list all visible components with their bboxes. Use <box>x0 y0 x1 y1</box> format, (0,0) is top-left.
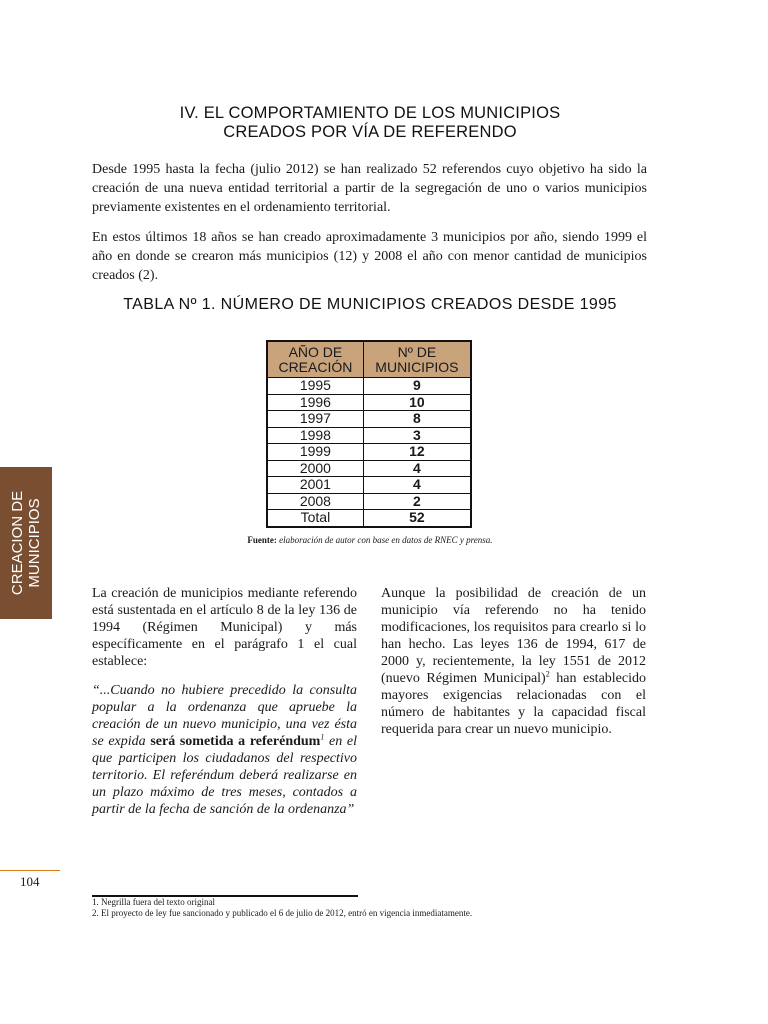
quote-bold-text: será sometida a referéndum <box>150 734 321 749</box>
count-cell: 9 <box>363 378 471 395</box>
left-paragraph: La creación de municipios mediante referendo está sustentada en el artículo 8 de la ley 136 de 1994 (Régimen Municipal) y más específicamente en el parágrafo 1 el cual establece: <box>92 586 357 669</box>
table-row <box>267 477 471 494</box>
header-year-line-2: CREACIÓN <box>278 358 353 375</box>
table-source-note <box>0 535 740 545</box>
year-cell: 2001 <box>267 477 363 494</box>
table-header-year <box>267 341 363 378</box>
quote-text-a: “...Cuando no hubiere precedido la consulta popular a la ordenanza que apruebe la creación de un nuevo municipio, una vez ésta se expida <box>92 683 357 749</box>
count-cell: 2 <box>363 493 471 510</box>
footnote-2: 2. El proyecto de ley fue sancionado y publicado el 6 de julio de 2012, entró en vigencia inmediatamente. <box>92 908 473 918</box>
municipalities-table <box>266 340 472 528</box>
year-cell: 1997 <box>267 411 363 428</box>
total-count-cell: 52 <box>363 510 471 527</box>
year-cell: 2000 <box>267 460 363 477</box>
table-row <box>267 493 471 510</box>
header-count-line-2: MUNICIPIOS <box>375 358 459 375</box>
chapter-side-tab <box>0 467 52 619</box>
table-row <box>267 378 471 395</box>
footnote-ref-2: 2 <box>545 669 550 679</box>
side-tab-line-2: MUNICIPIOS <box>26 498 43 588</box>
year-cell: 2008 <box>267 493 363 510</box>
footnote-ref-1: 1 <box>320 732 325 742</box>
right-paragraph <box>381 585 646 738</box>
table-row <box>267 394 471 411</box>
table-row <box>267 427 471 444</box>
heading-line-2: CREADOS POR VÍA DE REFERENDO <box>223 123 517 141</box>
law-quote <box>92 682 357 818</box>
year-cell: 1996 <box>267 394 363 411</box>
source-text: elaboración de autor con base en datos de RNEC y prensa. <box>276 535 493 545</box>
intro-paragraph-2: En estos últimos 18 años se han creado aproximadamente 3 municipios por año, siendo 1999 el año en donde se crearon más municipios (12) y 2008 el año con menor cantidad de municipios creados (2). <box>92 230 647 283</box>
count-cell: 3 <box>363 427 471 444</box>
header-year-line-1: AÑO DE <box>288 343 343 360</box>
count-cell: 4 <box>363 477 471 494</box>
count-cell: 12 <box>363 444 471 461</box>
right-text-a: Aunque la posibilidad de creación de un municipio vía referendo no ha tenido modificaciones, los requisitos para crearlo si lo han hecho. Las leyes 136 de 1994, 617 de 2000 y, recientemente, la ley 1551 de 2012 (nuevo Régimen Municipal) <box>381 586 646 686</box>
quote-text-b: en el que participen los ciudadanos del respectivo territorio. El referéndum deberá realizarse en un plazo máximo de tres meses, contados a partir de la fecha de sanción de la ordenanza” <box>92 734 357 817</box>
year-cell: 1995 <box>267 378 363 395</box>
side-tab-label <box>9 467 43 619</box>
year-cell: 1999 <box>267 444 363 461</box>
footnotes <box>92 897 712 919</box>
count-cell: 4 <box>363 460 471 477</box>
page-number: 104 <box>20 874 40 889</box>
right-column <box>381 585 646 750</box>
total-label-cell: Total <box>267 510 363 527</box>
footnote-1: 1. Negrilla fuera del texto original <box>92 897 215 907</box>
table-row <box>267 460 471 477</box>
header-count-line-1: Nº DE <box>397 343 437 360</box>
side-tab-line-1: CREACION DE <box>9 490 26 596</box>
table-row <box>267 411 471 428</box>
table-total-row <box>267 510 471 527</box>
right-text-b: han establecido mayores exigencias relacionadas con el número de habitantes y la capacidad fiscal requerida para crear un nuevo municipio. <box>381 671 646 737</box>
count-cell: 10 <box>363 394 471 411</box>
heading-line-1: IV. EL COMPORTAMIENTO DE LOS MUNICIPIOS <box>179 104 561 122</box>
source-label: Fuente: <box>247 535 277 545</box>
page-number-rule <box>0 870 60 871</box>
left-column <box>92 585 357 830</box>
table-header-count <box>363 341 471 378</box>
count-cell: 8 <box>363 411 471 428</box>
table-title: TABLA Nº 1. NÚMERO DE MUNICIPIOS CREADOS DESDE 1995 <box>123 296 617 313</box>
section-heading <box>0 104 740 142</box>
year-cell: 1998 <box>267 427 363 444</box>
intro-paragraph-1: Desde 1995 hasta la fecha (julio 2012) se han realizado 52 referendos cuyo objetivo ha sido la creación de una nueva entidad territorial a partir de la segregación de uno o varios municipios previamente existentes en el ordenamiento territorial. <box>92 162 647 215</box>
table-row <box>267 444 471 461</box>
